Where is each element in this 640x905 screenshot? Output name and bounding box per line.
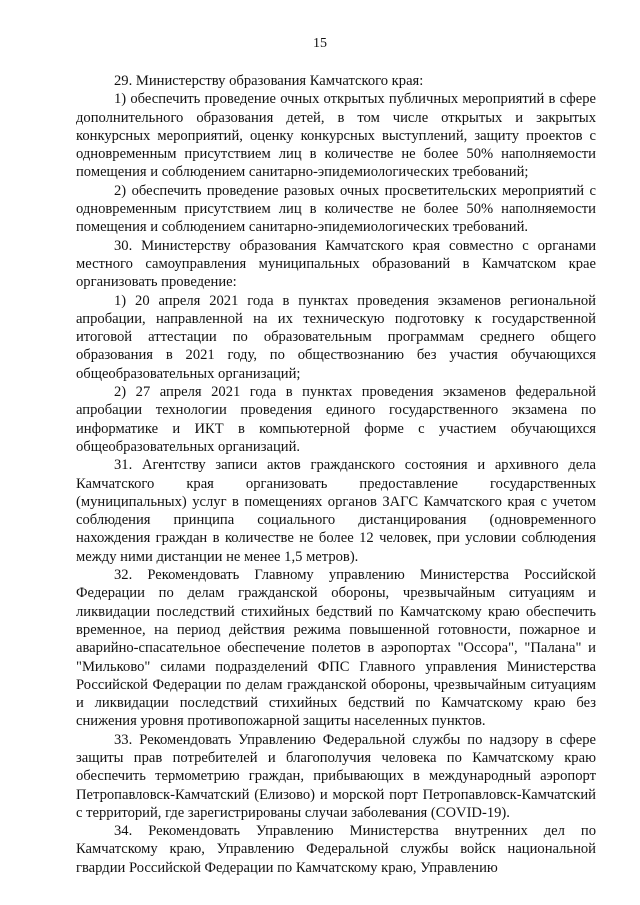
paragraph-30: 30. Министерству образования Камчатского края совместно с органами местного самоуправления муниципальных образований в Камчатском крае организовать проведение: [76,237,596,291]
paragraph-29-1: 1) обеспечить проведение очных открытых публичных мероприятий в сфере дополнительного образования детей, в том числе открытых и закрытых конкурсных мероприятий, оценку конкурсных выступлений, защиту проектов с одновременным присутствием лиц в количестве не более 50% наполняемости помещения и соблюдением санитарно-эпидемиологических требований; [76,91,596,181]
document-body [76,72,596,877]
paragraph-31: 31. Агентству записи актов гражданского состояния и архивного дела Камчатского края организовать предоставление государственных (муниципальных) услуг в помещениях органов ЗАГС Камчатского края с учетом соблюдения принципа социального дистанцирования (одновременного нахождения граждан в количестве не более 12 человек, при условии соблюдения между ними дистанции не менее 1,5 метров). [76,457,596,565]
paragraph-32: 32. Рекомендовать Главному управлению Министерства Российской Федерации по делам гражданской обороны, чрезвычайным ситуациям и ликвидации последствий стихийных бедствий по Камчатскому краю обеспечить временное, на период действия режима повышенной готовности, пожарное и аварийно-спасательное обеспечение полетов в аэропортах "Оссора", "Палана" и "Мильково" силами подразделений ФПС Главного управления Министерства Российской Федерации по делам гражданской обороны, чрезвычайным ситуациям и ликвидации последствий стихийных бедствий по Камчатскому краю без снижения уровня противопожарной защиты населенных пунктов. [76,567,596,730]
page-number: 15 [313,36,327,51]
paragraph-33: 33. Рекомендовать Управлению Федеральной службы по надзору в сфере защиты прав потребителей и благополучия человека по Камчатскому краю обеспечить термометрию граждан, прибывающих в международный аэропорт Петропавловск-Камчатский (Елизово) и морской порт Петропавловск-Камчатский с территорий, где зарегистрированы случаи заболевания (COVID-19). [76,731,596,821]
paragraph-30-1: 1) 20 апреля 2021 года в пунктах проведения экзаменов региональной апробации, направленной на их техническую подготовку к государственной итоговой аттестации по образовательным программам среднего общего образования в 2021 году, по обществознанию без участия обучающихся общеобразовательных организаций; [76,292,596,382]
paragraph-29: 29. Министерству образования Камчатского края: [114,73,424,89]
paragraph-34: 34. Рекомендовать Управлению Министерства внутренних дел по Камчатскому краю, Управлению Федеральной службы войск национальной гвардии Российской Федерации по Камчатскому краю, Управлению [76,823,596,876]
paragraph-30-2: 2) 27 апреля 2021 года в пунктах проведения экзаменов федеральной апробации технологии проведения единого государственного экзамена по информатике и ИКТ в компьютерной форме с участием обучающихся общеобразовательных организаций. [76,384,596,455]
paragraph-29-2: 2) обеспечить проведение разовых очных просветительских мероприятий с одновременным присутствием лиц в количестве не более 50% наполняемости помещения и соблюдением санитарно-эпидемиологических требований. [76,182,596,236]
